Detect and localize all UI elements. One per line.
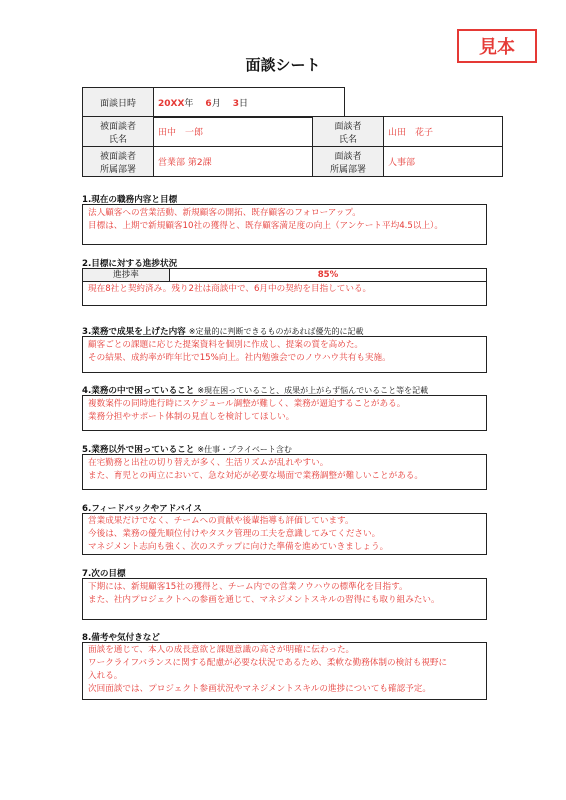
section-5-line: また、育児との両立において、急な対応が必要な場面で業務調整が難しいことがある。 bbox=[88, 471, 423, 481]
section-4-line: 複数案件の同時進行時にスケジュール調整が難しく、業務が逼迫することがある。 bbox=[88, 399, 406, 409]
progress-label: 進捗率 bbox=[83, 269, 170, 281]
section-1-line: 法人顧客への営業活動、新規顧客の開拓、既存顧客のフォローアップ。 bbox=[88, 208, 361, 218]
section-8-heading: 8.備考や気付きなど bbox=[82, 633, 160, 643]
section-2-heading: 2.目標に対する進捗状況 bbox=[82, 259, 178, 269]
section-1-box bbox=[82, 204, 487, 245]
section-2-line: 現在8社と契約済み。残り2社は商談中で、6月中の契約を目指している。 bbox=[88, 284, 372, 294]
section-5-line: 在宅勤務と出社の切り替えが多く、生活リズムが乱れやすい。 bbox=[88, 458, 329, 468]
section-8-line: 面談を通じて、本人の成長意欲と課題意識の高さが明確に伝わった。 bbox=[88, 645, 355, 655]
interviewee-name: 田中 一郎 bbox=[154, 117, 313, 147]
progress-row bbox=[83, 269, 486, 282]
section-7-line: また、社内プロジェクトへの参画を通じて、マネジメントスキルの習得にも取り組みたい。 bbox=[88, 595, 440, 605]
section-4-heading: 4.業務の中で困っていること ※現在困っていること、成果が上がらず悩んでいること等を記載 bbox=[82, 386, 429, 396]
section-8-line: 次回面談では、プロジェクト参画状況やマネジメントスキルの進捗についても確認予定。 bbox=[88, 684, 431, 694]
interviewer-dept: 人事部 bbox=[384, 147, 503, 177]
section-7-box bbox=[82, 578, 487, 620]
section-8-line: 入れる。 bbox=[88, 671, 123, 681]
progress-value: 85% bbox=[317, 270, 339, 280]
section-8-box bbox=[82, 642, 487, 700]
section-4-box bbox=[82, 395, 487, 431]
section-1-line: 目標は、上期で新規顧客10社の獲得と、既存顧客満足度の向上（アンケート平均4.5以上）。 bbox=[88, 221, 443, 231]
section-3-box bbox=[82, 336, 487, 373]
section-4-line: 業務分担やサポート体制の見直しを検討してほしい。 bbox=[88, 412, 295, 422]
page-title: 面談シート bbox=[245, 56, 321, 74]
section-3-line: 顧客ごとの課題に応じた提案資料を個別に作成し、提案の質を高めた。 bbox=[88, 340, 364, 350]
interviewee-dept: 営業部 第2課 bbox=[154, 147, 313, 177]
section-1-heading: 1.現在の職務内容と目標 bbox=[82, 195, 178, 205]
section-6-box bbox=[82, 513, 487, 555]
section-6-line: 営業成果だけでなく、チームへの貢献や後輩指導も評価しています。 bbox=[88, 516, 354, 526]
interview-date-table bbox=[82, 87, 345, 118]
section-8-line: ワークライフバランスに関する配慮が必要な状況であるため、柔軟な勤務体制の検討も視野に bbox=[88, 658, 448, 668]
interviewee-dept-label: 被面談者 所属部署 bbox=[83, 147, 154, 177]
interviewee-name-label: 被面談者 氏名 bbox=[83, 117, 154, 147]
section-6-heading: 6.フィードバックやアドバイス bbox=[82, 504, 202, 514]
participants-table bbox=[82, 116, 503, 177]
interview-date-value: 20XX年 6月 3日 bbox=[154, 88, 345, 118]
interviewer-name: 山田 花子 bbox=[384, 117, 503, 147]
date-label: 面談日時 bbox=[83, 88, 154, 118]
interviewer-dept-label: 面談者 所属部署 bbox=[313, 147, 384, 177]
section-7-line: 下期には、新規顧客15社の獲得と、チーム内での営業ノウハウの標準化を目指す。 bbox=[88, 582, 408, 592]
section-3-heading: 3.業務で成果を上げた内容 ※定量的に判断できるものがあれば優先的に記載 bbox=[82, 327, 364, 337]
section-6-line: 今後は、業務の優先順位付けやタスク管理の工夫を意識してみてください。 bbox=[88, 529, 381, 539]
sample-stamp: 見本 bbox=[457, 29, 537, 63]
section-5-heading: 5.業務以外で困っていること ※仕事・プライベート含む bbox=[82, 445, 292, 455]
section-2-box bbox=[82, 268, 487, 306]
section-6-line: マネジメント志向も強く、次のステップに向けた準備を進めていきましょう。 bbox=[88, 542, 389, 552]
section-7-heading: 7.次の目標 bbox=[82, 569, 126, 579]
section-3-line: その結果、成約率が昨年比で15%向上。社内勉強会でのノウハウ共有も実施。 bbox=[88, 353, 391, 363]
interviewer-name-label: 面談者 氏名 bbox=[313, 117, 384, 147]
section-5-box bbox=[82, 454, 487, 490]
